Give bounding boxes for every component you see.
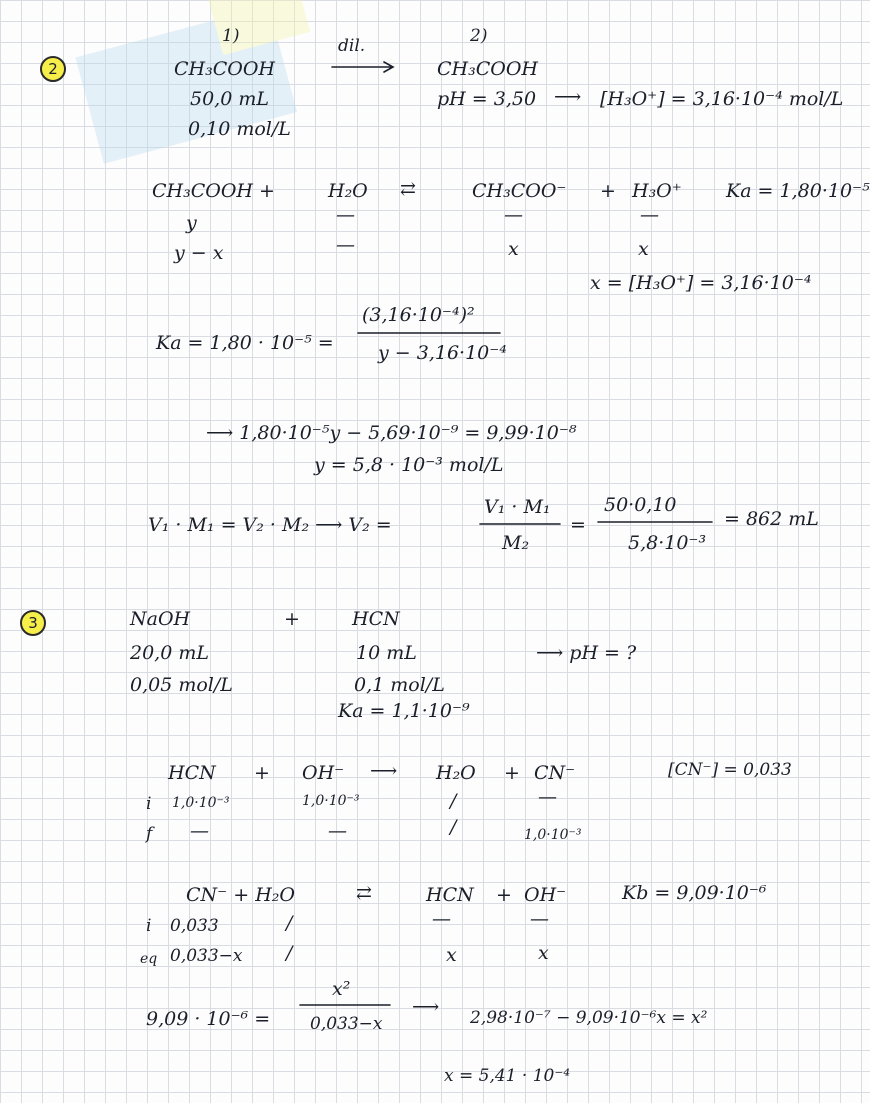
hyd-kb: Kb = 9,09·10⁻⁶ [622,882,767,904]
eq1-reversible-arrow: ⇄ [400,178,416,200]
hcn-concentration: 0,1 mol/L [354,674,445,696]
eq1-equil-r2: — [336,234,355,256]
dilution-numerator-2: 50·0,10 [604,494,677,516]
hyd-equil-r1: 0,033−x [170,946,243,966]
hyd-product-1: HCN [426,884,474,906]
kb-denominator: 0,033−x [310,1014,383,1034]
neu-initial-p1: / [450,790,457,812]
neu-product-1: H₂O [436,762,476,784]
hyd-initial-r2: / [286,912,293,934]
neu-plus-2: + [504,762,520,784]
problem-2-badge: 2 [40,56,66,82]
dilution-result: = 862 mL [724,508,819,530]
naoh-concentration: 0,05 mol/L [130,674,233,696]
neu-plus-1: + [254,762,270,784]
neu-reactant-2: OH⁻ [302,762,345,784]
hyd-row-initial: i [146,916,152,936]
hyd-initial-r1: 0,033 [170,916,219,936]
eq1-product-1: CH₃COO⁻ [472,180,567,202]
arrow-to-h3o: ⟶ [554,86,582,108]
neu-initial-r1: 1,0·10⁻³ [172,795,230,811]
hyd-equil-p1: x [446,944,457,966]
neu-final-p1: / [450,816,457,838]
ka-numerator: (3,16·10⁻⁴)² [362,304,475,326]
dilution-equals: = [570,514,586,536]
eq1-product-2: H₃O⁺ [632,180,682,202]
acetic-acid-concentration: 0,10 mol/L [188,118,291,140]
hcn-formula: HCN [352,608,400,630]
acetic-acid-volume: 50,0 mL [190,88,269,110]
hcn-ka: Ka = 1,1·10⁻⁹ [338,700,470,722]
eq1-initial-r1: y [186,212,197,234]
neu-initial-r2: 1,0·10⁻³ [302,793,360,809]
neu-reactant-1: HCN [168,762,216,784]
cn-concentration: [CN⁻] = 0,033 [668,760,792,780]
neu-final-r2: — [328,820,347,842]
eq1-initial-p2: — [640,204,659,226]
ka-lhs: Ka = 1,80 · 10⁻⁵ = [156,332,334,354]
ka-denominator: y − 3,16·10⁻⁴ [378,342,507,364]
hyd-reversible-arrow: ⇄ [356,882,372,904]
hyd-plus: + [496,884,512,906]
dilution-denominator-2: 5,8·10⁻³ [628,532,707,554]
hyd-equil-p2: x [538,942,549,964]
eq1-reactant-1: CH₃COOH + [152,180,275,202]
ka-solve-line: ⟶ 1,80·10⁻⁵y − 5,69·10⁻⁹ = 9,99·10⁻⁸ [206,422,577,444]
hyd-initial-p1: — [432,908,451,930]
hyd-row-equil: eq [140,951,158,967]
dilution-formula-lhs: V₁ · M₁ = V₂ · M₂ ⟶ V₂ = [148,514,392,536]
acetic-acid-formula-2: CH₃COOH [437,58,538,80]
eq1-ka: Ka = 1,80·10⁻⁵ [726,180,870,202]
hyd-initial-p2: — [530,908,549,930]
kb-numerator: x² [332,978,351,1000]
h3o-concentration: [H₃O⁺] = 3,16·10⁻⁴ mol/L [600,88,844,110]
neu-row-final: f [146,824,153,844]
dilution-label: dil. [338,36,366,56]
kb-lhs: 9,09 · 10⁻⁶ = [146,1008,271,1030]
step-1-label: 1) [222,26,240,46]
ph-question: ⟶ pH = ? [536,642,637,664]
x-result: x = 5,41 · 10⁻⁴ [444,1066,571,1086]
kb-rhs: 2,98·10⁻⁷ − 9,09·10⁻⁶x = x² [470,1008,708,1028]
step-2-label: 2) [470,26,488,46]
dilution-numerator: V₁ · M₁ [484,496,551,518]
neu-product-2: CN⁻ [534,762,576,784]
eq1-equil-r1: y − x [174,242,224,264]
neu-initial-p2: — [538,786,557,808]
x-equals-h3o: x = [H₃O⁺] = 3,16·10⁻⁴ [590,272,812,294]
hyd-product-2: OH⁻ [524,884,567,906]
eq1-initial-p1: — [504,204,523,226]
neu-final-p2: 1,0·10⁻³ [524,827,582,843]
neu-row-initial: i [146,794,152,814]
eq1-plus: + [600,180,616,202]
eq1-reactant-2: H₂O [328,180,368,202]
hyd-reactants: CN⁻ + H₂O [186,884,295,906]
naoh-volume: 20,0 mL [130,642,209,664]
reagent-plus: + [284,608,300,630]
problem-3-badge: 3 [20,610,46,636]
ph-value: pH = 3,50 [437,88,537,110]
naoh-formula: NaOH [130,608,191,630]
y-result: y = 5,8 · 10⁻³ mol/L [314,454,504,476]
neu-final-r1: — [190,820,209,842]
dilution-denominator: M₂ [502,532,530,554]
hcn-volume: 10 mL [356,642,417,664]
eq1-equil-p2: x [638,238,649,260]
kb-arrow: ⟶ [412,996,440,1018]
eq1-equil-p1: x [508,238,519,260]
neu-arrow: ⟶ [370,760,398,782]
eq1-initial-r2: — [336,204,355,226]
hyd-equil-r2: / [286,942,293,964]
acetic-acid-formula-1: CH₃COOH [174,58,275,80]
